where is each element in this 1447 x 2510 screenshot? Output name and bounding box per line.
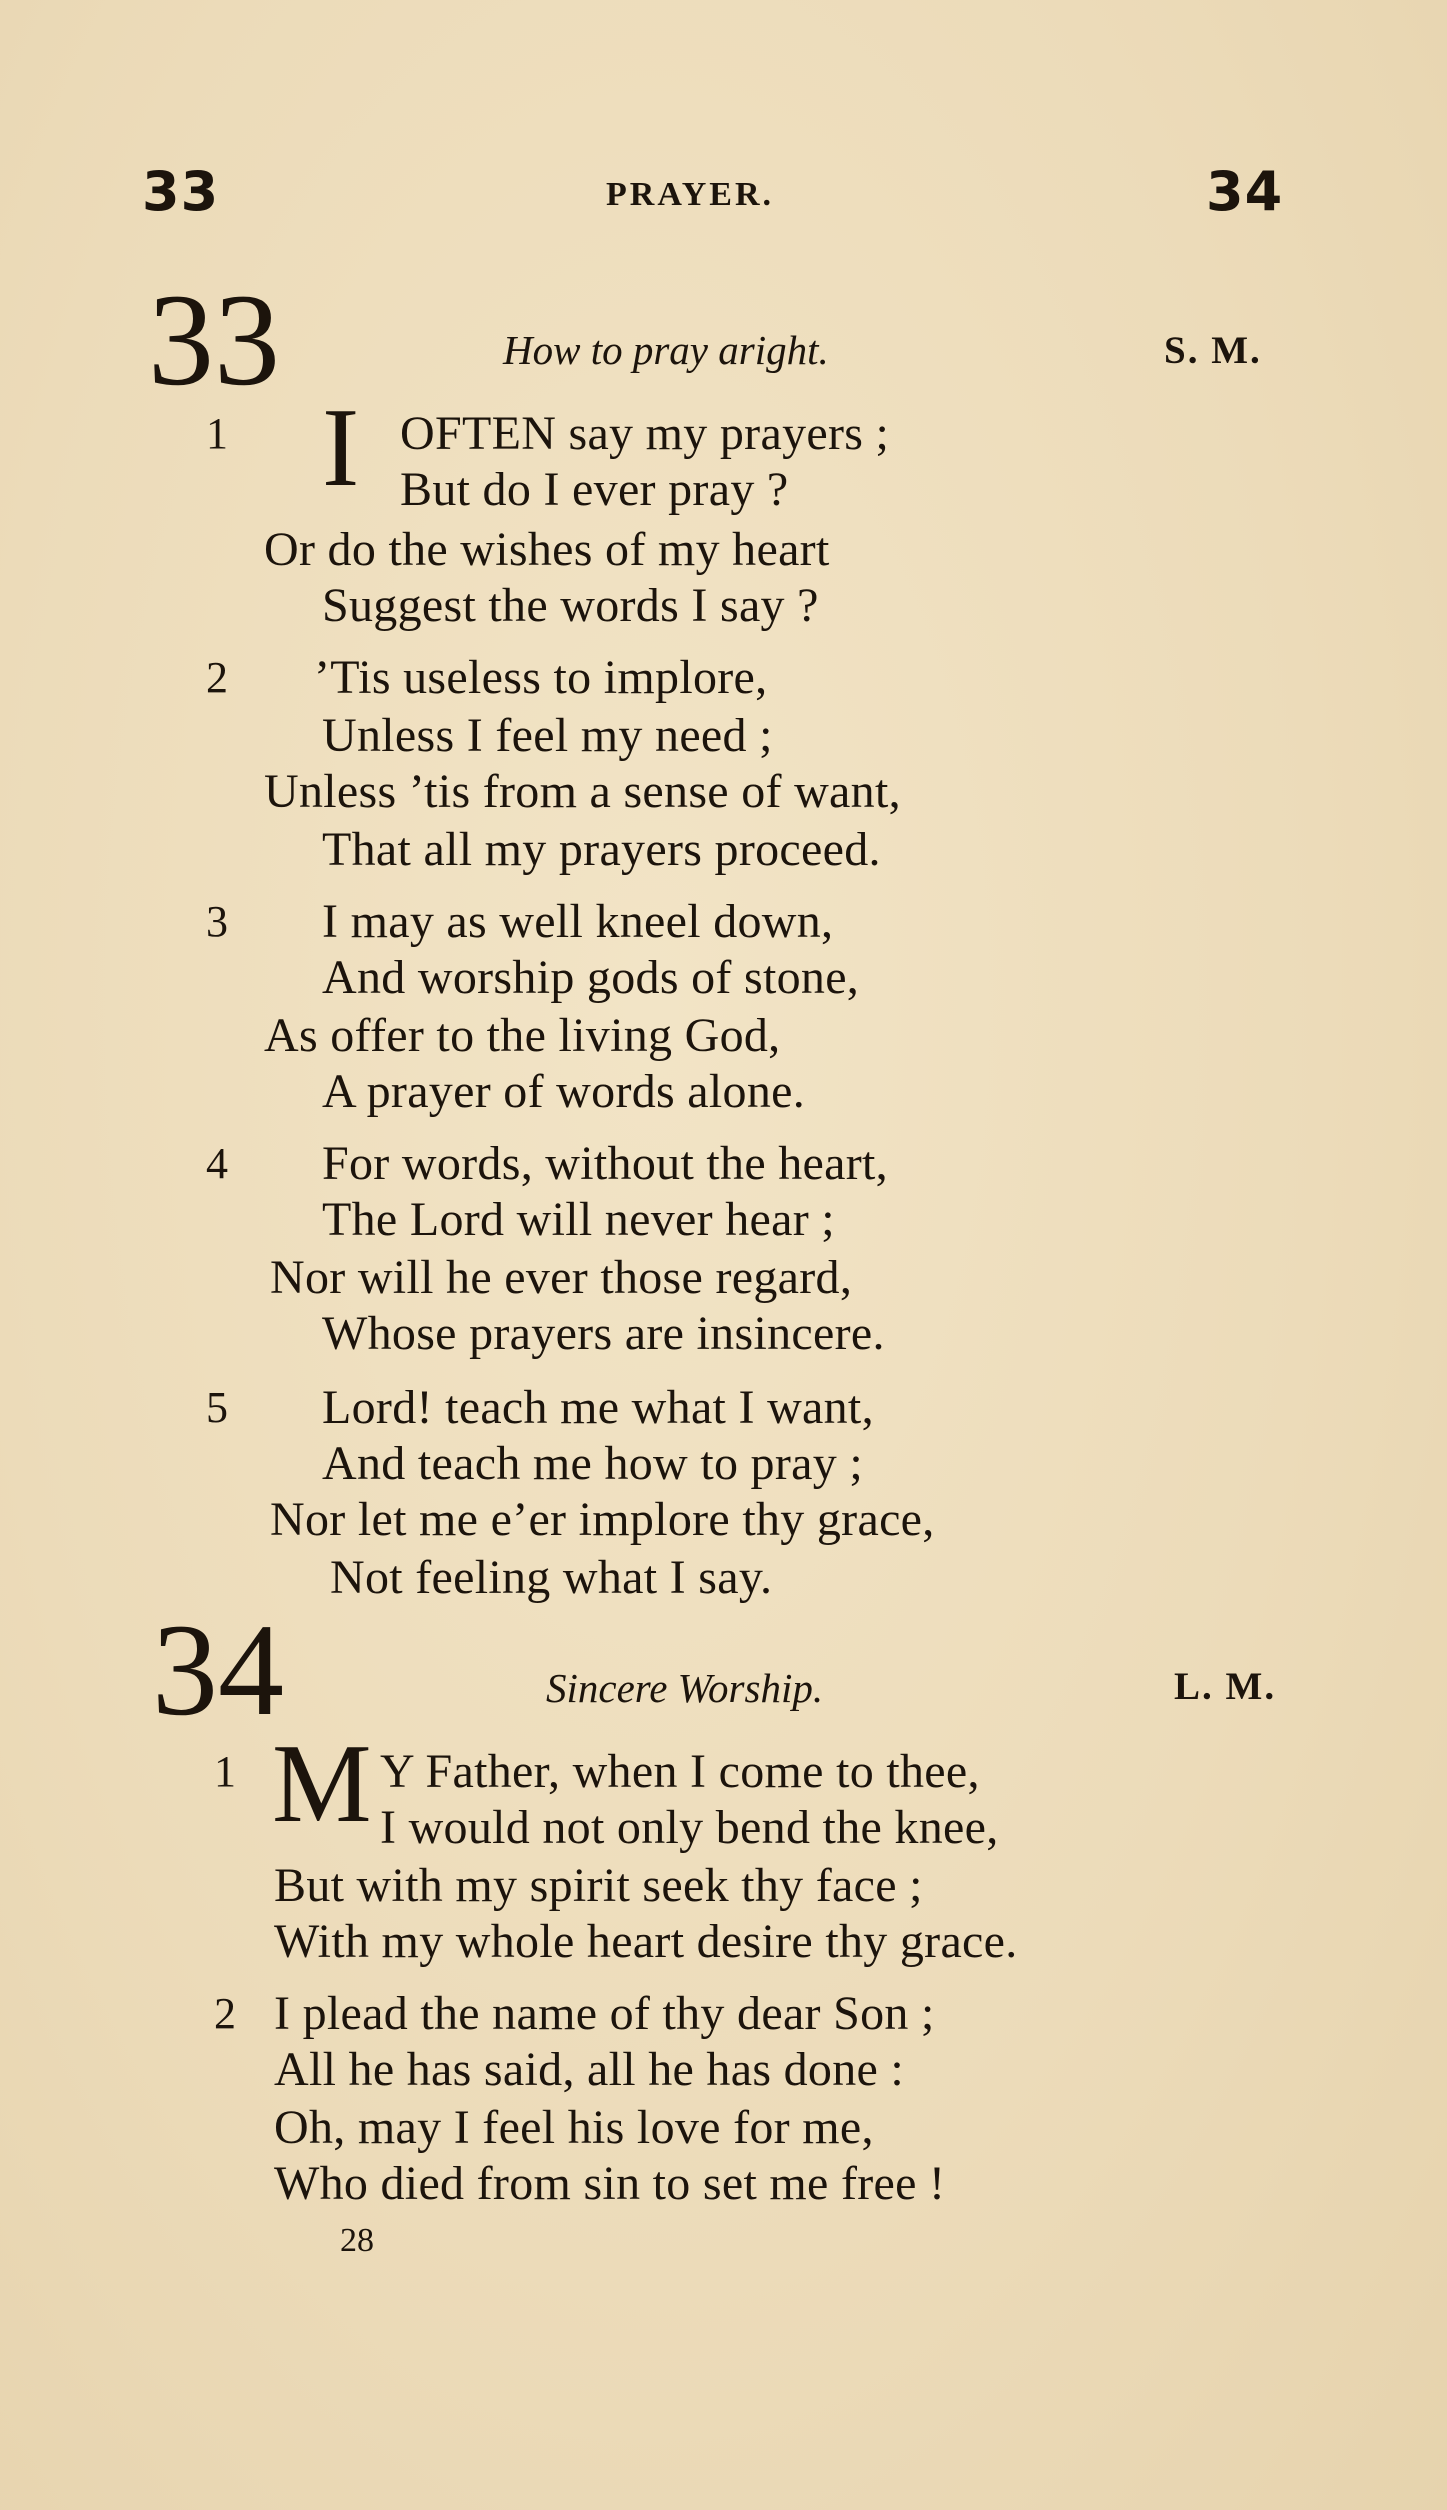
verse-line: Who died from sin to set me free ! [274,2157,946,2210]
verse-line: Lord! teach me what I want, [322,1381,874,1434]
verse-line: Or do the wishes of my heart [264,523,830,576]
verse-line: Unless ’tis from a sense of want, [264,765,901,818]
hymn-title: Sincere Worship. [546,1665,824,1711]
verse-line: A prayer of words alone. [322,1065,806,1118]
verse-line: That all my prayers proceed. [322,823,881,876]
stanza-number: 4 [206,1139,228,1188]
stanza-number: 3 [206,897,228,946]
verse-line: Nor let me e’er implore thy grace, [270,1493,935,1546]
verse-line: Nor will he ever those regard, [270,1251,853,1304]
hymn-meter: S. M. [1164,329,1262,372]
verse-line: And worship gods of stone, [322,951,860,1004]
page-number: 28 [340,2222,374,2259]
verse-line: I would not only bend the knee, [380,1801,999,1854]
drop-cap: I [322,386,360,510]
hymn-number: 34 [152,1596,284,1743]
verse-line: Y Father, when I come to thee, [380,1745,980,1798]
verse-line: All he has said, all he has done : [274,2043,905,2096]
verse-line: OFTEN say my prayers ; [400,407,890,460]
verse-line: Suggest the words I say ? [322,579,819,632]
verse-line: Not feeling what I say. [330,1551,773,1604]
hymn-title: How to pray aright. [503,327,829,373]
stanza-number: 1 [206,409,228,458]
header-section-title: PRAYER. [606,176,775,213]
verse-line: ’Tis useless to implore, [314,651,768,704]
verse-line: Whose prayers are insincere. [322,1307,885,1360]
stanza-number: 1 [214,1747,236,1796]
hymn-number: 33 [148,266,280,413]
verse-line: Unless I feel my need ; [322,709,773,762]
verse-line: With my whole heart desire thy grace. [274,1915,1018,1968]
header-right-hymn-number: 34 [1206,160,1284,223]
verse-line: For words, without the heart, [322,1137,888,1190]
drop-cap: M [272,1722,372,1846]
verse-line: But with my spirit seek thy face ; [274,1859,923,1912]
header-left-hymn-number: 33 [142,160,220,223]
verse-line: As offer to the living God, [264,1009,781,1062]
verse-line: The Lord will never hear ; [322,1193,835,1246]
stanza-number: 5 [206,1383,228,1432]
verse-line: I may as well kneel down, [322,895,834,948]
stanza-number: 2 [206,653,228,702]
hymn-meter: L. M. [1174,1665,1277,1708]
verse-line: Oh, may I feel his love for me, [274,2101,874,2154]
stanza-number: 2 [214,1989,236,2038]
verse-line: And teach me how to pray ; [322,1437,863,1490]
verse-line: I plead the name of thy dear Son ; [274,1987,935,2040]
verse-line: But do I ever pray ? [400,463,789,516]
